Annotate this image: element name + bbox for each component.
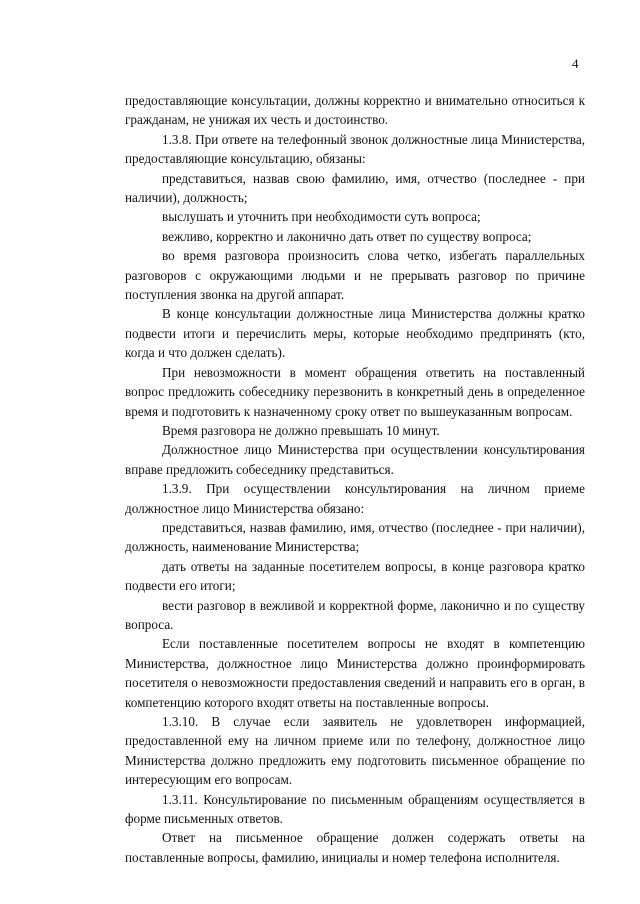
paragraph: При невозможности в момент обращения ответить на поставленный вопрос предложить собеседнику перезвонить в конкретный день в определенное время и подготовить к назначенному сроку ответ по вышеуказанным вопросам.: [125, 364, 585, 419]
paragraph: Должностное лицо Министерства при осуществлении консультирования вправе предложить собеседнику представиться.: [125, 442, 585, 477]
paragraph: Ответ на письменное обращение должен содержать ответы на поставленные вопросы, фамилию, инициалы и номер телефона исполнителя.: [125, 830, 585, 865]
paragraph: 1.3.8. При ответе на телефонный звонок должностные лица Министерства, предоставляющие консультацию, обязаны:: [125, 131, 585, 167]
paragraph: предоставляющие консультации, должны корректно и внимательно относиться к гражданам, не унижая их честь и достоинство.: [125, 93, 585, 128]
paragraph: вежливо, корректно и лаконично дать ответ по существу вопроса;: [162, 228, 532, 244]
paragraph: В конце консультации должностные лица Министерства должны кратко подвести итоги и перечислить меры, которые необходимо предпринять (кто, когда и что должен сделать).: [125, 306, 585, 361]
paragraph: представиться, назвав фамилию, имя, отчество (последнее - при наличии), должность, наименование Министерства;: [125, 519, 585, 555]
paragraph: во время разговора произносить слова четко, избегать параллельных разговоров с окружающими людьми и не прерывать разговор по причине поступления звонка на другой аппарат.: [125, 248, 585, 303]
paragraph: выслушать и уточнить при необходимости суть вопроса;: [162, 209, 481, 225]
document-body: [125, 91, 585, 867]
paragraph: 1.3.9. При осуществлении консультирования на личном приеме должностное лицо Министерства обязано:: [125, 481, 585, 516]
paragraph: 1.3.11. Консультирование по письменным обращениям осуществляется в форме письменных ответов.: [125, 791, 585, 827]
paragraph: Если поставленные посетителем вопросы не входят в компетенцию Министерства, должностное лицо Министерства должно проинформировать посетителя о невозможности предоставления сведений и направить его в орган, в компетенцию которого входят ответы на поставленные вопросы.: [125, 636, 585, 710]
paragraph: Время разговора не должно превышать 10 минут.: [162, 422, 440, 438]
page-number: 4: [572, 56, 579, 71]
paragraph: вести разговор в вежливой и корректной форме, лаконично и по существу вопроса.: [125, 597, 585, 632]
paragraph: представиться, назвав свою фамилию, имя, отчество (последнее - при наличии), должность;: [125, 170, 585, 206]
paragraph: дать ответы на заданные посетителем вопросы, в конце разговора кратко подвести его итоги;: [125, 558, 585, 594]
paragraph: 1.3.10. В случае если заявитель не удовлетворен информацией, предоставленной ему на личном приеме или по телефону, должностное лицо Министерства должно предложить ему подготовить письменное обращение по интересующим его вопросам.: [125, 714, 585, 788]
